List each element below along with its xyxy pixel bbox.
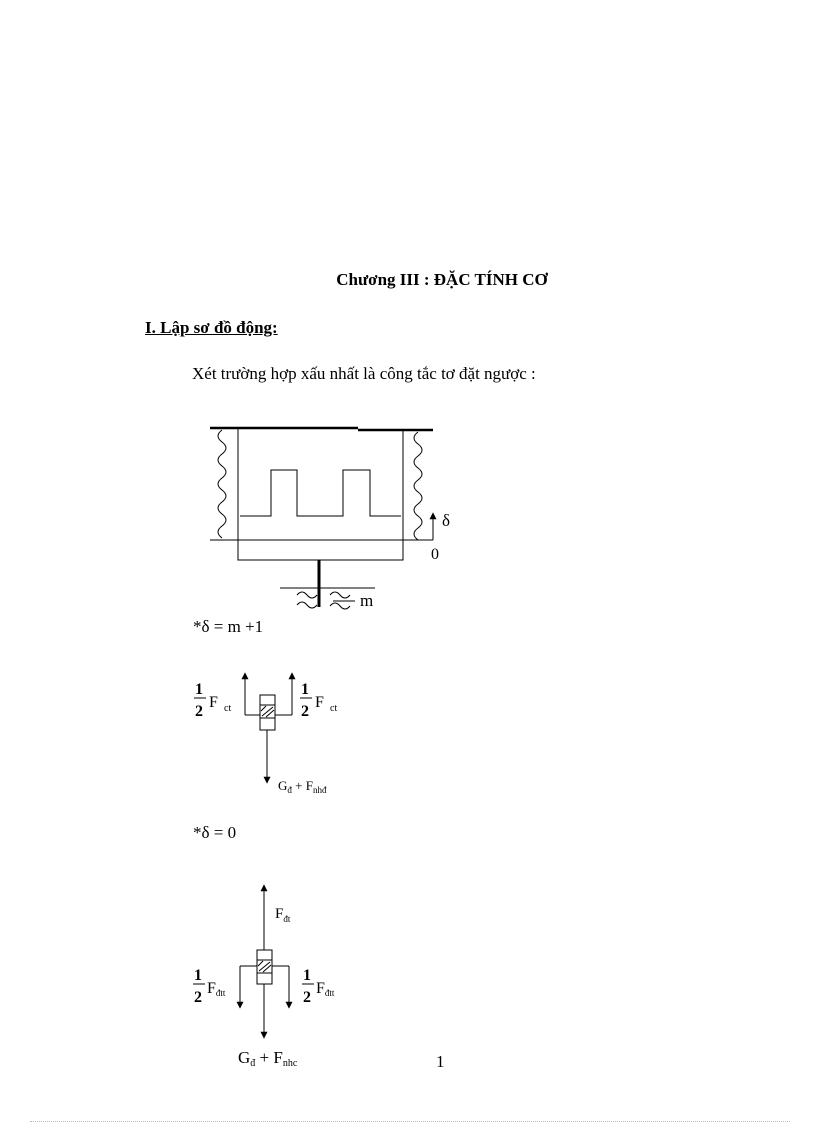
fraction-denominator: 2: [301, 703, 309, 720]
force-left-label: Fđtt: [207, 980, 226, 998]
force-right-label: Fđtt: [316, 980, 335, 998]
force-bottom-label: Gđ + Fnhc: [238, 1048, 298, 1069]
intro-paragraph: Xét trường hợp xấu nhất là công tắc tơ đặt ngược :: [192, 364, 536, 383]
page-bottom-divider: [30, 1121, 790, 1122]
fraction-denominator: 2: [195, 703, 203, 720]
chapter-title: Chương III : ĐẶC TÍNH CƠ: [336, 270, 548, 289]
m-label: m: [360, 591, 374, 610]
force-diagram-case1: [194, 673, 337, 795]
spring-right-icon: [414, 432, 422, 540]
fraction-numerator: 1: [194, 967, 202, 984]
case2-label: *δ = 0: [193, 823, 237, 842]
fraction-numerator: 1: [303, 967, 311, 984]
delta-label: δ: [442, 511, 451, 530]
page-number: 1: [436, 1052, 445, 1071]
force-right-label: F: [315, 694, 324, 711]
force-left-subscript: ct: [224, 703, 232, 714]
zero-label: 0: [431, 546, 439, 563]
spring-left-icon: [218, 430, 226, 538]
force-diagram-case2: [193, 885, 335, 1069]
fraction-numerator: 1: [195, 681, 203, 698]
force-top-label: $F_{đt}$: [275, 906, 291, 924]
fraction-denominator: 2: [194, 989, 202, 1006]
contactor-sketch: [210, 428, 433, 607]
force-bottom-label: $G_đ + F_{nhđ}$: [278, 778, 327, 795]
fraction-denominator: 2: [303, 989, 311, 1006]
section-heading: I. Lập sơ đồ động:: [145, 318, 278, 337]
force-left-label: F: [209, 694, 218, 711]
case1-label: *δ = m +1: [193, 617, 264, 636]
force-right-subscript: ct: [330, 703, 338, 714]
fraction-numerator: 1: [301, 681, 309, 698]
